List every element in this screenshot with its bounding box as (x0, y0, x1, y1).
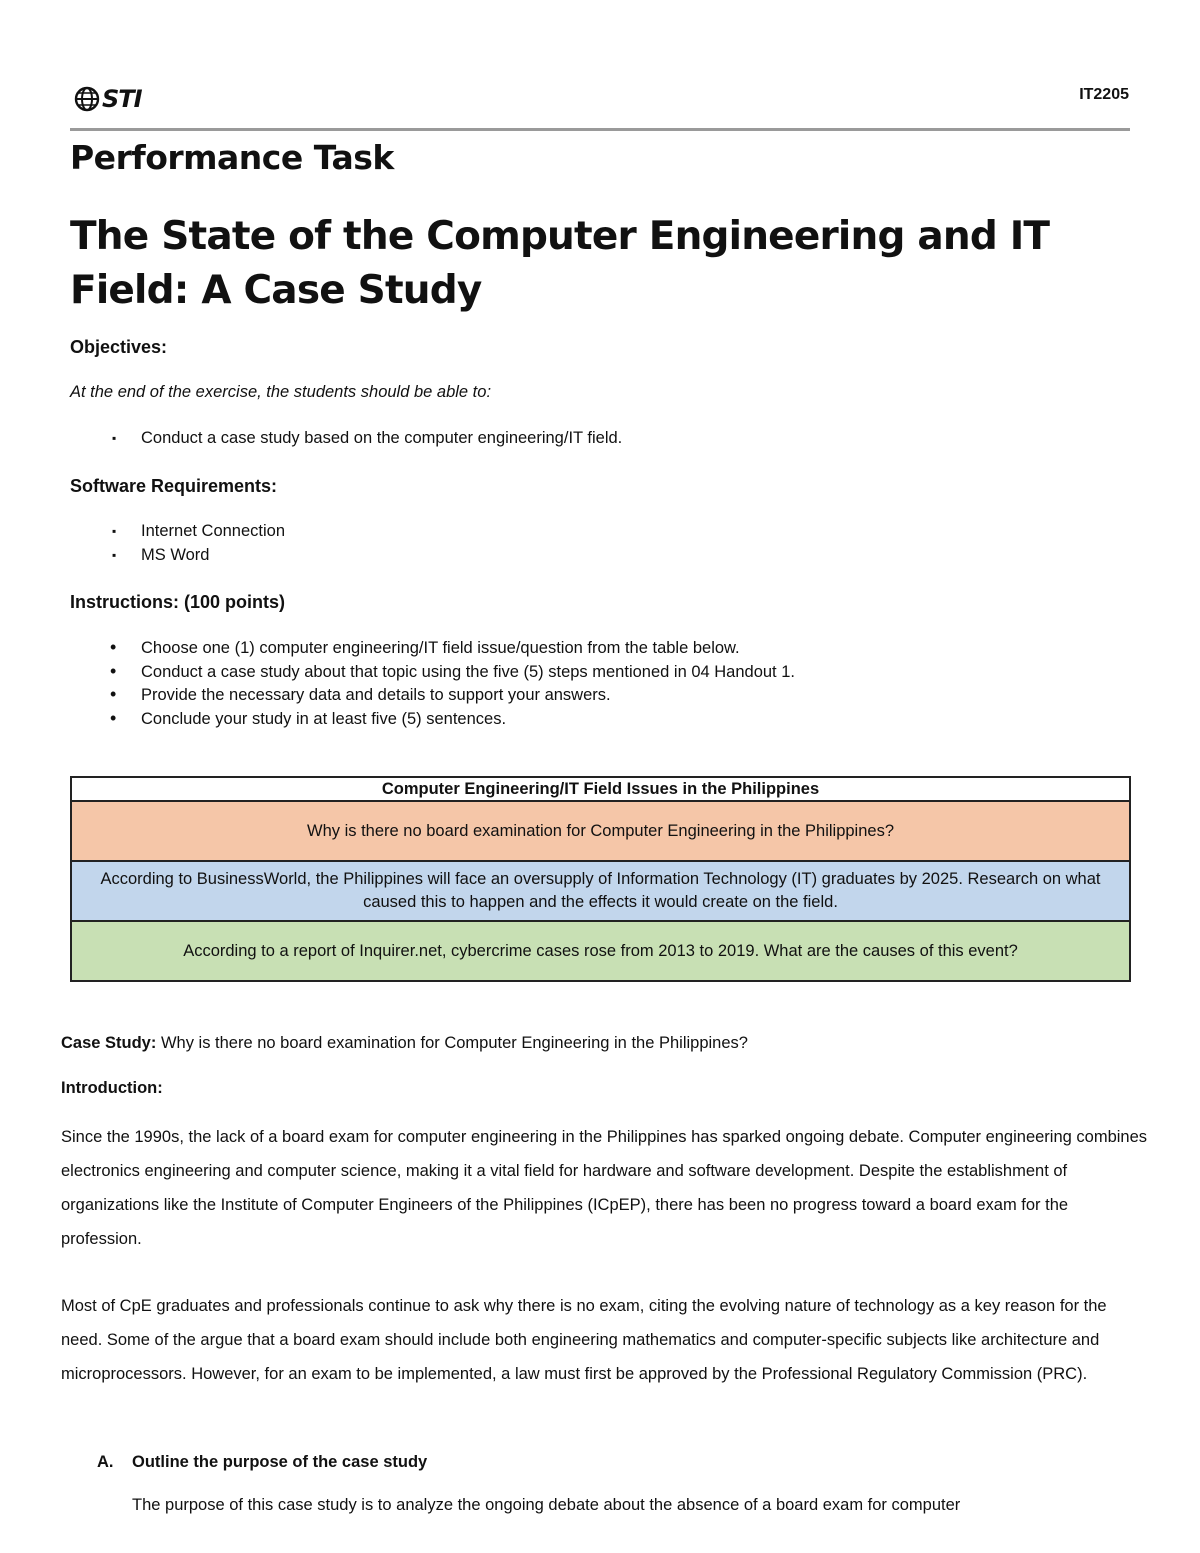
section-a-heading (97, 1453, 427, 1472)
issues-table (70, 776, 1131, 982)
list-item: ▪ Conduct a case study based on the computer engineering/IT field. (70, 427, 622, 451)
document-title: The State of the Computer Engineering and IT Field: A Case Study (70, 214, 1050, 313)
issue-cell: According to a report of Inquirer.net, cybercrime cases rose from 2013 to 2019. What are the causes of this event? (71, 921, 1130, 981)
case-study-label: Case Study: (61, 1034, 157, 1052)
case-study-question: Why is there no board examination for Computer Engineering in the Philippines? (156, 1034, 748, 1052)
software-list (70, 520, 285, 567)
case-study-line (61, 1034, 748, 1053)
list-item: ▪ MS Word (70, 544, 285, 568)
list-item: • Conduct a case study about that topic using the five (5) steps mentioned in 04 Handout 1. (70, 661, 795, 685)
objectives-intro: At the end of the exercise, the students should be able to: (70, 383, 492, 401)
globe-icon (74, 86, 100, 112)
square-bullet-icon: ▪ (112, 547, 117, 562)
section-letter: A. (97, 1453, 114, 1471)
bullet-icon: • (110, 660, 117, 681)
section-title: Outline the purpose of the case study (132, 1453, 428, 1471)
bullet-icon: • (110, 707, 117, 728)
purpose-text: The purpose of this case study is to analyze the ongoing debate about the absence of a board exam for computer (132, 1496, 961, 1514)
issue-cell: According to BusinessWorld, the Philippines will face an oversupply of Information Technology (IT) graduates by 2025. Research on what caused this to happen and the effects it would create on the field. (71, 861, 1130, 921)
intro-paragraph: Most of CpE graduates and professionals continue to ask why there is no exam, citing the evolving nature of technology as a key reason for the need. Some of the argue that a board exam should include both engineering mathematics and computer-specific subjects like architecture and microprocessors. However, for an exam to be implemented, a law must first be approved by the Professional Regulatory Commission (PRC). (61, 1297, 1107, 1383)
software-heading: Software Requirements: (70, 476, 278, 496)
task-label: Performance Task (70, 138, 394, 177)
objectives-list (70, 427, 622, 451)
list-item: • Choose one (1) computer engineering/IT field issue/question from the table below. (70, 637, 795, 661)
course-code: IT2205 (1079, 86, 1129, 103)
introduction-heading: Introduction: (61, 1079, 163, 1097)
table-row (71, 861, 1130, 921)
list-item: ▪ Internet Connection (70, 520, 285, 544)
issue-cell: Why is there no board examination for Computer Engineering in the Philippines? (71, 801, 1130, 861)
logo-text: STI (102, 85, 142, 113)
bullet-icon: • (110, 637, 117, 657)
instructions-list (70, 637, 795, 731)
intro-paragraph: Since the 1990s, the lack of a board exam for computer engineering in the Philippines has sparked ongoing debate. Computer engineering combines electronics engineering and computer science, making it a vital field for hardware and software development. Despite the establishment of organizations like the Institute of Computer Engineers of the Philippines (ICpEP), there has been no progress toward a board exam for the profession. (61, 1128, 1148, 1248)
sti-logo (74, 84, 142, 114)
bullet-icon: • (110, 684, 117, 704)
square-bullet-icon: ▪ (112, 524, 117, 538)
table-header-row (71, 777, 1130, 801)
objectives-heading: Objectives: (70, 337, 168, 357)
list-item: • Provide the necessary data and details to support your answers. (70, 684, 795, 708)
list-item: • Conclude your study in at least five (5) sentences. (70, 708, 795, 732)
table-header: Computer Engineering/IT Field Issues in the Philippines (71, 777, 1130, 801)
instructions-heading: Instructions: (100 points) (70, 592, 286, 612)
table-row (71, 801, 1130, 861)
table-row (71, 921, 1130, 981)
square-bullet-icon: ▪ (112, 431, 117, 445)
header-divider (70, 128, 1130, 131)
